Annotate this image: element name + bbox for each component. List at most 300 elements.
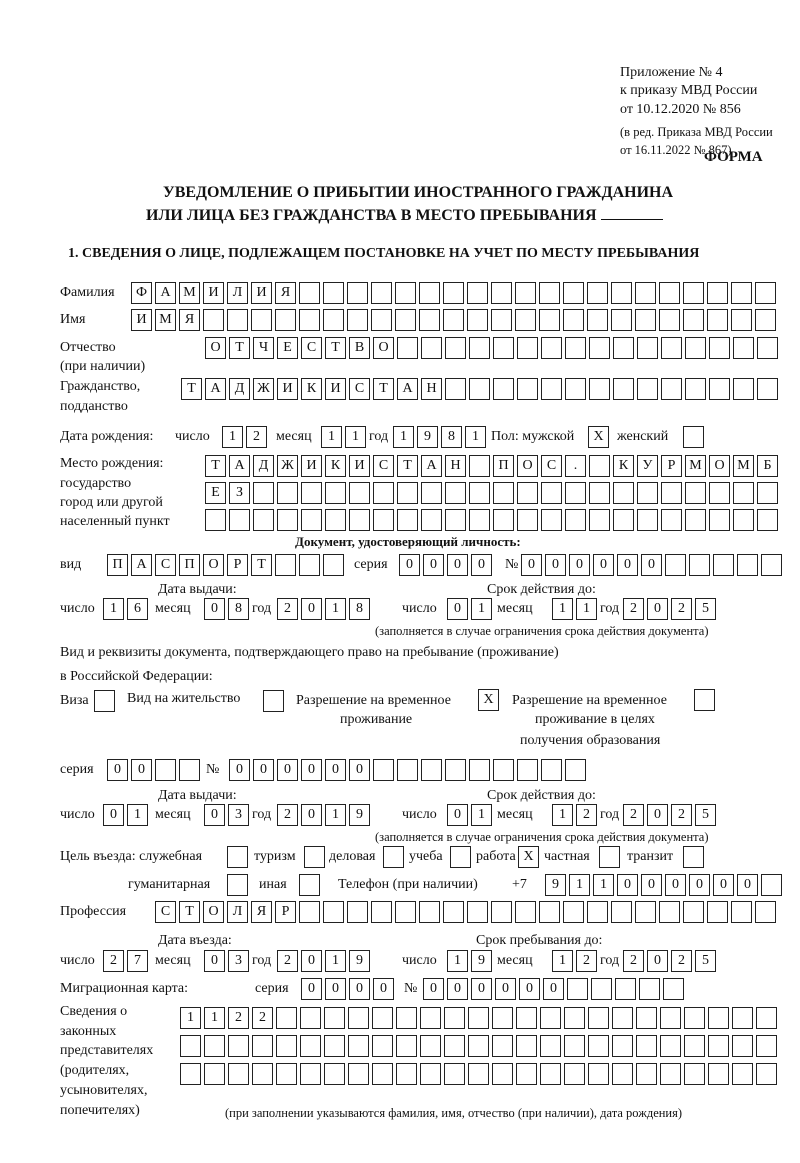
- char-cell[interactable]: [347, 901, 368, 923]
- char-cell[interactable]: [731, 282, 752, 304]
- surname-field[interactable]: [131, 282, 776, 304]
- char-cell[interactable]: 0: [495, 978, 516, 1000]
- stay-series-field[interactable]: [107, 759, 200, 781]
- char-cell[interactable]: [253, 509, 274, 531]
- char-cell[interactable]: [397, 509, 418, 531]
- char-cell[interactable]: [589, 455, 610, 477]
- char-cell[interactable]: 0: [641, 874, 662, 896]
- char-cell[interactable]: 0: [349, 759, 370, 781]
- char-cell[interactable]: [179, 759, 200, 781]
- char-cell[interactable]: [636, 1063, 657, 1085]
- left-year-field[interactable]: [277, 804, 370, 826]
- id-number-field[interactable]: [521, 554, 782, 576]
- birth-month-field[interactable]: [321, 426, 366, 448]
- char-cell[interactable]: [613, 482, 634, 504]
- char-cell[interactable]: 2: [277, 598, 298, 620]
- char-cell[interactable]: [684, 1063, 705, 1085]
- char-cell[interactable]: [300, 1035, 321, 1057]
- char-cell[interactable]: [517, 482, 538, 504]
- char-cell[interactable]: [713, 554, 734, 576]
- char-cell[interactable]: Я: [179, 309, 200, 331]
- char-cell[interactable]: [468, 1063, 489, 1085]
- char-cell[interactable]: [251, 309, 272, 331]
- char-cell[interactable]: 1: [345, 426, 366, 448]
- char-cell[interactable]: [733, 482, 754, 504]
- char-cell[interactable]: [591, 978, 612, 1000]
- left-month-field[interactable]: [204, 950, 249, 972]
- char-cell[interactable]: [492, 1035, 513, 1057]
- char-cell[interactable]: [348, 1035, 369, 1057]
- char-cell[interactable]: 0: [301, 598, 322, 620]
- char-cell[interactable]: Я: [251, 901, 272, 923]
- char-cell[interactable]: 1: [325, 804, 346, 826]
- char-cell[interactable]: В: [349, 337, 370, 359]
- char-cell[interactable]: [300, 1063, 321, 1085]
- char-cell[interactable]: 0: [593, 554, 614, 576]
- purpose-other-checkbox[interactable]: [299, 874, 320, 896]
- char-cell[interactable]: 1: [576, 598, 597, 620]
- char-cell[interactable]: 2: [576, 804, 597, 826]
- char-cell[interactable]: [324, 1035, 345, 1057]
- char-cell[interactable]: О: [517, 455, 538, 477]
- char-cell[interactable]: П: [107, 554, 128, 576]
- char-cell[interactable]: [323, 554, 344, 576]
- char-cell[interactable]: [299, 309, 320, 331]
- purpose-humanitarian-checkbox[interactable]: [227, 874, 248, 896]
- char-cell[interactable]: 0: [471, 978, 492, 1000]
- char-cell[interactable]: И: [203, 282, 224, 304]
- char-cell[interactable]: [493, 337, 514, 359]
- char-cell[interactable]: [299, 901, 320, 923]
- representatives-row-1[interactable]: [180, 1007, 777, 1029]
- char-cell[interactable]: [755, 309, 776, 331]
- char-cell[interactable]: [565, 378, 586, 400]
- purpose-business-checkbox[interactable]: [383, 846, 404, 868]
- char-cell[interactable]: [445, 337, 466, 359]
- char-cell[interactable]: С: [541, 455, 562, 477]
- char-cell[interactable]: [683, 309, 704, 331]
- char-cell[interactable]: [660, 1063, 681, 1085]
- char-cell[interactable]: И: [301, 455, 322, 477]
- char-cell[interactable]: [757, 378, 778, 400]
- char-cell[interactable]: [396, 1007, 417, 1029]
- char-cell[interactable]: Т: [397, 455, 418, 477]
- char-cell[interactable]: 0: [301, 978, 322, 1000]
- char-cell[interactable]: [565, 482, 586, 504]
- char-cell[interactable]: А: [229, 455, 250, 477]
- left-year-field[interactable]: [277, 598, 370, 620]
- char-cell[interactable]: [419, 309, 440, 331]
- char-cell[interactable]: 9: [417, 426, 438, 448]
- char-cell[interactable]: 5: [695, 950, 716, 972]
- char-cell[interactable]: [348, 1063, 369, 1085]
- char-cell[interactable]: [564, 1007, 585, 1029]
- char-cell[interactable]: [756, 1063, 777, 1085]
- char-cell[interactable]: 0: [471, 554, 492, 576]
- char-cell[interactable]: О: [203, 554, 224, 576]
- char-cell[interactable]: [587, 901, 608, 923]
- char-cell[interactable]: 1: [593, 874, 614, 896]
- char-cell[interactable]: [613, 337, 634, 359]
- char-cell[interactable]: И: [277, 378, 298, 400]
- right-month-field[interactable]: [552, 950, 597, 972]
- char-cell[interactable]: 1: [325, 950, 346, 972]
- char-cell[interactable]: [493, 759, 514, 781]
- char-cell[interactable]: [707, 901, 728, 923]
- char-cell[interactable]: 9: [545, 874, 566, 896]
- char-cell[interactable]: [732, 1007, 753, 1029]
- char-cell[interactable]: 2: [671, 804, 692, 826]
- char-cell[interactable]: [517, 378, 538, 400]
- char-cell[interactable]: 9: [349, 804, 370, 826]
- char-cell[interactable]: [587, 282, 608, 304]
- char-cell[interactable]: [708, 1035, 729, 1057]
- char-cell[interactable]: 1: [325, 598, 346, 620]
- char-cell[interactable]: [491, 901, 512, 923]
- char-cell[interactable]: 0: [569, 554, 590, 576]
- char-cell[interactable]: М: [155, 309, 176, 331]
- char-cell[interactable]: [635, 309, 656, 331]
- char-cell[interactable]: [300, 1007, 321, 1029]
- name-field[interactable]: [131, 309, 776, 331]
- char-cell[interactable]: 0: [641, 554, 662, 576]
- char-cell[interactable]: И: [349, 455, 370, 477]
- char-cell[interactable]: [180, 1035, 201, 1057]
- char-cell[interactable]: 0: [647, 804, 668, 826]
- char-cell[interactable]: [444, 1007, 465, 1029]
- char-cell[interactable]: [469, 337, 490, 359]
- right-day-field[interactable]: [447, 598, 492, 620]
- char-cell[interactable]: 2: [623, 598, 644, 620]
- migration-series-field[interactable]: [301, 978, 394, 1000]
- char-cell[interactable]: [444, 1035, 465, 1057]
- char-cell[interactable]: [564, 1035, 585, 1057]
- char-cell[interactable]: [324, 1007, 345, 1029]
- char-cell[interactable]: [469, 482, 490, 504]
- char-cell[interactable]: [492, 1063, 513, 1085]
- char-cell[interactable]: [372, 1063, 393, 1085]
- char-cell[interactable]: [637, 509, 658, 531]
- char-cell[interactable]: [663, 978, 684, 1000]
- char-cell[interactable]: 8: [349, 598, 370, 620]
- char-cell[interactable]: 0: [107, 759, 128, 781]
- char-cell[interactable]: [615, 978, 636, 1000]
- char-cell[interactable]: [539, 282, 560, 304]
- char-cell[interactable]: [372, 1007, 393, 1029]
- char-cell[interactable]: 0: [737, 874, 758, 896]
- char-cell[interactable]: [761, 554, 782, 576]
- char-cell[interactable]: [275, 554, 296, 576]
- char-cell[interactable]: К: [301, 378, 322, 400]
- char-cell[interactable]: 0: [301, 950, 322, 972]
- char-cell[interactable]: 0: [301, 759, 322, 781]
- char-cell[interactable]: 1: [552, 804, 573, 826]
- char-cell[interactable]: 0: [204, 598, 225, 620]
- char-cell[interactable]: [683, 282, 704, 304]
- char-cell[interactable]: [708, 1063, 729, 1085]
- char-cell[interactable]: [373, 482, 394, 504]
- char-cell[interactable]: О: [203, 901, 224, 923]
- representatives-row-3[interactable]: [180, 1063, 777, 1085]
- char-cell[interactable]: 0: [204, 950, 225, 972]
- char-cell[interactable]: 0: [325, 759, 346, 781]
- char-cell[interactable]: М: [733, 455, 754, 477]
- char-cell[interactable]: [325, 482, 346, 504]
- char-cell[interactable]: И: [251, 282, 272, 304]
- right-year-field[interactable]: [623, 804, 716, 826]
- char-cell[interactable]: А: [421, 455, 442, 477]
- char-cell[interactable]: 0: [253, 759, 274, 781]
- char-cell[interactable]: [373, 509, 394, 531]
- char-cell[interactable]: [732, 1063, 753, 1085]
- residence-checkbox[interactable]: [263, 690, 284, 712]
- char-cell[interactable]: С: [155, 901, 176, 923]
- left-day-field[interactable]: [103, 598, 148, 620]
- char-cell[interactable]: [757, 337, 778, 359]
- char-cell[interactable]: [589, 482, 610, 504]
- char-cell[interactable]: 5: [695, 598, 716, 620]
- char-cell[interactable]: [323, 309, 344, 331]
- char-cell[interactable]: 1: [103, 598, 124, 620]
- char-cell[interactable]: [515, 901, 536, 923]
- char-cell[interactable]: [659, 282, 680, 304]
- char-cell[interactable]: [661, 378, 682, 400]
- id-series-field[interactable]: [399, 554, 492, 576]
- char-cell[interactable]: 0: [423, 978, 444, 1000]
- phone-field[interactable]: [545, 874, 782, 896]
- char-cell[interactable]: [395, 282, 416, 304]
- char-cell[interactable]: 0: [447, 554, 468, 576]
- char-cell[interactable]: [707, 309, 728, 331]
- char-cell[interactable]: [324, 1063, 345, 1085]
- char-cell[interactable]: [563, 309, 584, 331]
- char-cell[interactable]: 1: [204, 1007, 225, 1029]
- char-cell[interactable]: [589, 509, 610, 531]
- char-cell[interactable]: [467, 282, 488, 304]
- char-cell[interactable]: Я: [275, 282, 296, 304]
- char-cell[interactable]: 0: [647, 598, 668, 620]
- char-cell[interactable]: [613, 509, 634, 531]
- char-cell[interactable]: 1: [471, 804, 492, 826]
- char-cell[interactable]: [204, 1035, 225, 1057]
- char-cell[interactable]: [757, 509, 778, 531]
- place-of-stay-blank[interactable]: [601, 205, 663, 220]
- sex-female-checkbox[interactable]: [683, 426, 704, 448]
- char-cell[interactable]: [515, 309, 536, 331]
- char-cell[interactable]: [733, 337, 754, 359]
- char-cell[interactable]: 2: [252, 1007, 273, 1029]
- char-cell[interactable]: [660, 1007, 681, 1029]
- char-cell[interactable]: [155, 759, 176, 781]
- char-cell[interactable]: [516, 1007, 537, 1029]
- char-cell[interactable]: [349, 509, 370, 531]
- char-cell[interactable]: [660, 1035, 681, 1057]
- char-cell[interactable]: [397, 337, 418, 359]
- char-cell[interactable]: 2: [228, 1007, 249, 1029]
- right-year-field[interactable]: [623, 950, 716, 972]
- char-cell[interactable]: [708, 1007, 729, 1029]
- char-cell[interactable]: Д: [229, 378, 250, 400]
- char-cell[interactable]: И: [131, 309, 152, 331]
- char-cell[interactable]: [612, 1035, 633, 1057]
- char-cell[interactable]: [299, 554, 320, 576]
- char-cell[interactable]: [397, 482, 418, 504]
- char-cell[interactable]: Р: [275, 901, 296, 923]
- char-cell[interactable]: [420, 1063, 441, 1085]
- char-cell[interactable]: [636, 1035, 657, 1057]
- char-cell[interactable]: [276, 1007, 297, 1029]
- char-cell[interactable]: 0: [521, 554, 542, 576]
- char-cell[interactable]: [277, 509, 298, 531]
- char-cell[interactable]: [323, 901, 344, 923]
- char-cell[interactable]: 8: [228, 598, 249, 620]
- char-cell[interactable]: М: [685, 455, 706, 477]
- char-cell[interactable]: [443, 282, 464, 304]
- char-cell[interactable]: Т: [229, 337, 250, 359]
- char-cell[interactable]: [252, 1063, 273, 1085]
- char-cell[interactable]: [733, 509, 754, 531]
- char-cell[interactable]: [347, 309, 368, 331]
- char-cell[interactable]: [371, 901, 392, 923]
- char-cell[interactable]: [517, 509, 538, 531]
- char-cell[interactable]: [540, 1007, 561, 1029]
- char-cell[interactable]: 0: [665, 874, 686, 896]
- char-cell[interactable]: Б: [757, 455, 778, 477]
- char-cell[interactable]: [277, 482, 298, 504]
- purpose-study-checkbox[interactable]: [450, 846, 471, 868]
- purpose-private-checkbox[interactable]: [599, 846, 620, 868]
- char-cell[interactable]: [467, 901, 488, 923]
- char-cell[interactable]: 1: [552, 598, 573, 620]
- char-cell[interactable]: 0: [229, 759, 250, 781]
- citizenship-field[interactable]: [181, 378, 778, 400]
- char-cell[interactable]: [347, 282, 368, 304]
- char-cell[interactable]: 0: [349, 978, 370, 1000]
- char-cell[interactable]: [421, 509, 442, 531]
- char-cell[interactable]: [419, 282, 440, 304]
- char-cell[interactable]: 2: [576, 950, 597, 972]
- purpose-official-checkbox[interactable]: [227, 846, 248, 868]
- char-cell[interactable]: [540, 1063, 561, 1085]
- char-cell[interactable]: [276, 1035, 297, 1057]
- char-cell[interactable]: [755, 901, 776, 923]
- char-cell[interactable]: [420, 1007, 441, 1029]
- left-year-field[interactable]: [277, 950, 370, 972]
- char-cell[interactable]: А: [397, 378, 418, 400]
- char-cell[interactable]: [203, 309, 224, 331]
- char-cell[interactable]: [372, 1035, 393, 1057]
- right-day-field[interactable]: [447, 950, 492, 972]
- char-cell[interactable]: Т: [205, 455, 226, 477]
- char-cell[interactable]: 2: [103, 950, 124, 972]
- char-cell[interactable]: [493, 378, 514, 400]
- char-cell[interactable]: С: [349, 378, 370, 400]
- char-cell[interactable]: [301, 482, 322, 504]
- char-cell[interactable]: [564, 1063, 585, 1085]
- char-cell[interactable]: Ж: [253, 378, 274, 400]
- char-cell[interactable]: Ф: [131, 282, 152, 304]
- char-cell[interactable]: [539, 309, 560, 331]
- char-cell[interactable]: 9: [349, 950, 370, 972]
- char-cell[interactable]: [731, 901, 752, 923]
- char-cell[interactable]: [709, 482, 730, 504]
- char-cell[interactable]: [349, 482, 370, 504]
- char-cell[interactable]: Д: [253, 455, 274, 477]
- char-cell[interactable]: 0: [713, 874, 734, 896]
- char-cell[interactable]: [493, 509, 514, 531]
- char-cell[interactable]: 0: [545, 554, 566, 576]
- char-cell[interactable]: [756, 1007, 777, 1029]
- birthplace-row-3[interactable]: [205, 509, 778, 531]
- char-cell[interactable]: [757, 482, 778, 504]
- char-cell[interactable]: [685, 378, 706, 400]
- char-cell[interactable]: [517, 759, 538, 781]
- char-cell[interactable]: К: [325, 455, 346, 477]
- char-cell[interactable]: 2: [623, 950, 644, 972]
- char-cell[interactable]: [661, 337, 682, 359]
- char-cell[interactable]: [421, 482, 442, 504]
- char-cell[interactable]: 1: [321, 426, 342, 448]
- char-cell[interactable]: [563, 901, 584, 923]
- char-cell[interactable]: [515, 282, 536, 304]
- char-cell[interactable]: Т: [325, 337, 346, 359]
- char-cell[interactable]: А: [205, 378, 226, 400]
- char-cell[interactable]: 0: [301, 804, 322, 826]
- char-cell[interactable]: [516, 1063, 537, 1085]
- char-cell[interactable]: [443, 901, 464, 923]
- char-cell[interactable]: [563, 282, 584, 304]
- char-cell[interactable]: [683, 901, 704, 923]
- char-cell[interactable]: [756, 1035, 777, 1057]
- char-cell[interactable]: [755, 282, 776, 304]
- char-cell[interactable]: С: [155, 554, 176, 576]
- char-cell[interactable]: 8: [441, 426, 462, 448]
- char-cell[interactable]: Р: [227, 554, 248, 576]
- char-cell[interactable]: 1: [465, 426, 486, 448]
- char-cell[interactable]: 0: [519, 978, 540, 1000]
- birth-year-field[interactable]: [393, 426, 486, 448]
- char-cell[interactable]: [468, 1035, 489, 1057]
- char-cell[interactable]: А: [155, 282, 176, 304]
- char-cell[interactable]: [685, 509, 706, 531]
- char-cell[interactable]: 0: [373, 978, 394, 1000]
- right-day-field[interactable]: [447, 804, 492, 826]
- char-cell[interactable]: [371, 282, 392, 304]
- patronymic-field[interactable]: [205, 337, 778, 359]
- char-cell[interactable]: [371, 309, 392, 331]
- char-cell[interactable]: [229, 509, 250, 531]
- char-cell[interactable]: Л: [227, 282, 248, 304]
- char-cell[interactable]: [540, 1035, 561, 1057]
- char-cell[interactable]: [637, 378, 658, 400]
- char-cell[interactable]: С: [373, 455, 394, 477]
- char-cell[interactable]: 0: [103, 804, 124, 826]
- char-cell[interactable]: 7: [127, 950, 148, 972]
- char-cell[interactable]: 0: [617, 554, 638, 576]
- char-cell[interactable]: 0: [647, 950, 668, 972]
- left-day-field[interactable]: [103, 804, 148, 826]
- char-cell[interactable]: Ч: [253, 337, 274, 359]
- char-cell[interactable]: [685, 482, 706, 504]
- char-cell[interactable]: 2: [671, 598, 692, 620]
- char-cell[interactable]: 1: [471, 598, 492, 620]
- char-cell[interactable]: 9: [471, 950, 492, 972]
- char-cell[interactable]: 1: [552, 950, 573, 972]
- stay-number-field[interactable]: [229, 759, 586, 781]
- char-cell[interactable]: [445, 759, 466, 781]
- birthplace-row-2[interactable]: [205, 482, 778, 504]
- char-cell[interactable]: [323, 282, 344, 304]
